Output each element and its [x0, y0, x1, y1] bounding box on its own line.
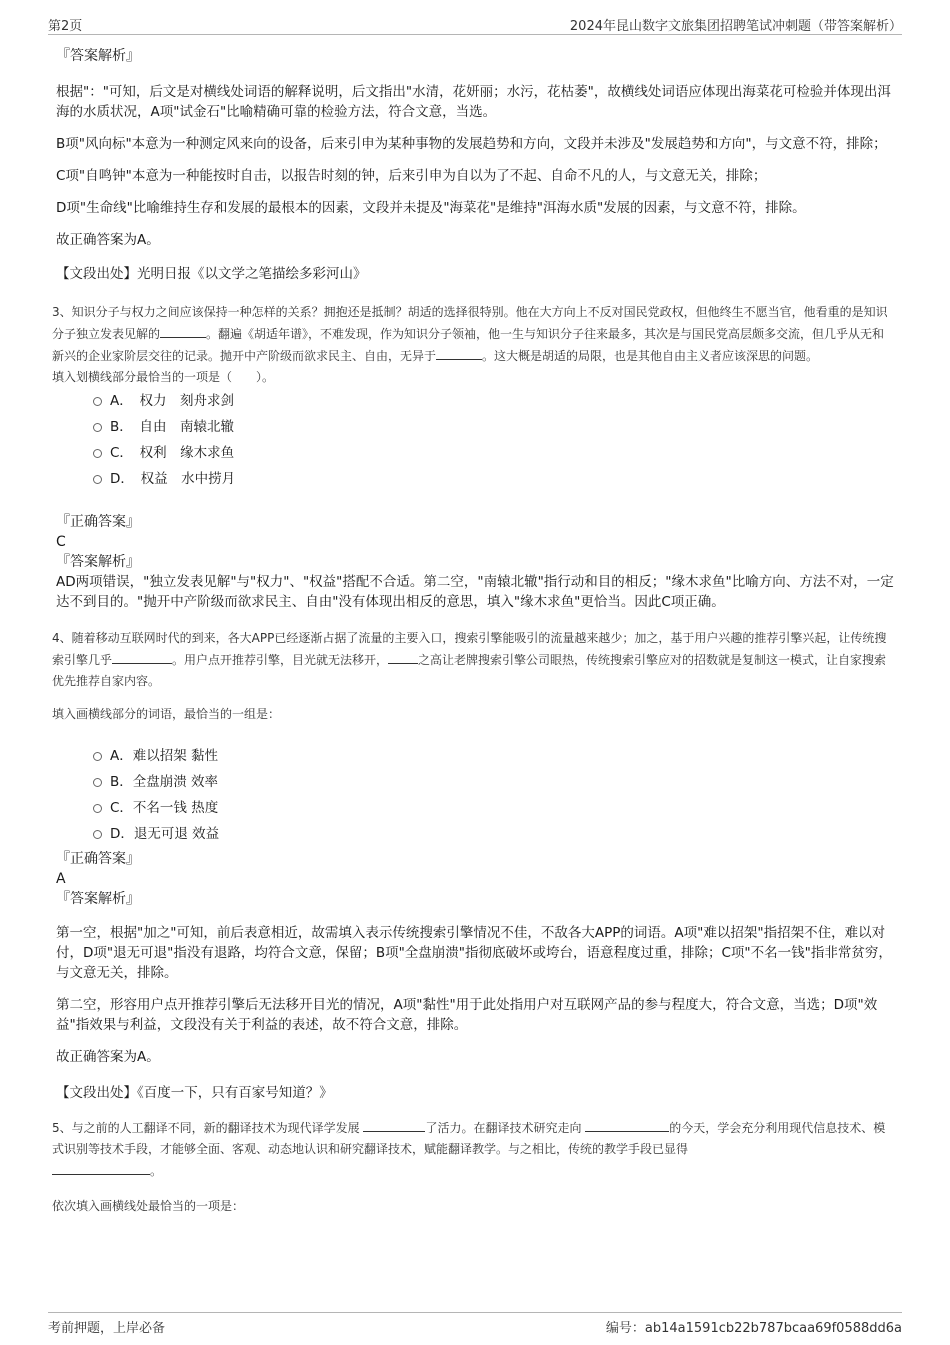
document-title: 2024年昆山数字文旅集团招聘笔试冲刺题（带答案解析）: [569, 19, 902, 34]
q4-option-c[interactable]: [52, 795, 896, 821]
q3-correct-label: 『正确答案』: [56, 514, 140, 530]
q5-prompt: 依次填入画横线处最恰当的一项是：: [52, 1199, 245, 1213]
q4-option-a[interactable]: [52, 743, 896, 769]
q4-correct-label: 『正确答案』: [56, 851, 140, 867]
q4-prompt: 填入画横线部分的词语，最恰当的一组是：: [52, 707, 281, 721]
option-label: A．难以招架 黏性: [110, 748, 219, 764]
code-label: 编号：: [605, 1321, 645, 1336]
q3-options: [52, 388, 896, 492]
page-number: 第2页: [48, 19, 83, 34]
q4-options: [52, 743, 896, 847]
option-label: D． 权益 水中捞月: [110, 471, 236, 487]
question-3: [52, 302, 896, 612]
q2-analysis-p3: C项"自鸣钟"本意为一种能按时自击，以报告时刻的钟，后来引申为自以为了不起、自命不凡的人，与文意无关，排除；: [56, 168, 767, 184]
q3-option-b[interactable]: [52, 414, 896, 440]
question-5: [52, 1117, 896, 1217]
q5-stem-part-3: 的今天，学会充分利用现代信息技术、模式识别等技术手段，才能够全面、客观、动态地认识和研究翻译技术，赋能翻译教学。与之相比，传统的教学手段已显得: [52, 1121, 886, 1156]
q4-stem: [52, 628, 896, 692]
page-footer: [48, 1312, 902, 1337]
q4-option-b[interactable]: [52, 769, 896, 795]
radio-icon[interactable]: [93, 752, 102, 761]
radio-icon[interactable]: [93, 804, 102, 813]
footer-slogan: 考前押题，上岸必备: [48, 1321, 166, 1336]
q4-stem-part-1: 4、随着移动互联网时代的到来，各大APP已经逐渐占据了流量的主要入口，搜索引擎能吸引的流量越来越少；加之，基于用户兴趣的推荐引擎兴起，让传统搜索引擎几乎: [52, 631, 887, 667]
q3-stem-part-2: 。翻遍《胡适年谱》，不难发现，作为知识分子领袖，他一生与知识分子往来最多，其次是与国民党高层颇多交流，但几乎从无和新兴的企业家阶层交往的记录。抛开中产阶级而欲求民主、自由，无异于: [52, 327, 885, 363]
q3-blank-2: [436, 345, 482, 360]
option-label: C．不名一钱 热度: [110, 800, 219, 816]
question-4: [52, 628, 896, 1103]
q2-conclusion: 故正确答案为A。: [56, 232, 160, 248]
option-label: A． 权力 刻舟求剑: [110, 393, 234, 409]
q3-stem-part-3: 。这大概是胡适的局限，也是其他自由主义者应该深思的问题。: [482, 349, 819, 363]
q3-analysis-label: 『答案解析』: [56, 554, 140, 570]
q5-stem: [52, 1117, 896, 1182]
q3-correct-answer: C: [56, 534, 66, 550]
q4-analysis-p2: 第二空，形容用户点开推荐引擎后无法移开目光的情况，A项"黏性"用于此处指用户对互联网产品的参与程度大，符合文意，当选；D项"效益"指效果与利益，文段没有关于利益的表述，故不符合文意，排除。: [56, 997, 878, 1033]
q3-stem-part-1: 3、知识分子与权力之间应该保持一种怎样的关系？拥抱还是抵制？胡适的选择很特别。他在大方向上不反对国民党政权，但他终生不愿当官，他看重的是知识分子独立发表见解的: [52, 305, 888, 341]
q4-stem-part-3: 之高让老牌搜索引擎公司眼热，传统搜索引擎应对的招数就是复制这一模式，让自家搜索优先推荐自家内容。: [52, 653, 887, 688]
q5-stem-part-2: 了活力。在翻译技术研究走向: [425, 1121, 586, 1135]
q4-stem-part-2: 。用户点开推荐引擎，目光就无法移开，: [172, 653, 389, 667]
q4-conclusion: 故正确答案为A。: [56, 1049, 160, 1065]
q4-correct-answer: A: [56, 871, 66, 887]
option-label: C． 权利 缘木求鱼: [110, 445, 235, 461]
radio-icon[interactable]: [93, 778, 102, 787]
q2-analysis-p1: 根据"："可知，后文是对横线处词语的解释说明，后文指出"水清，花妍丽；水污，花枯萎"，故横线处词语应体现出海菜花可检验并体现出洱海的水质状况，A项"试金石"比喻精确可靠的检验方法，符合文意，当选。: [56, 84, 891, 120]
radio-icon[interactable]: [93, 423, 102, 432]
q2-analysis-p4: D项"生命线"比喻维持生存和发展的最根本的因素，文段并未提及"海菜花"是维持"洱海水质"发展的因素，与文意不符，排除。: [56, 200, 806, 216]
q4-blank-1: [112, 649, 172, 664]
option-label: B． 自由 南辕北辙: [110, 419, 235, 435]
radio-icon[interactable]: [93, 475, 102, 484]
q3-prompt: 填入划横线部分最恰当的一项是（ ）。: [52, 370, 275, 384]
option-label: B．全盘崩溃 效率: [110, 774, 219, 790]
q4-blank-2: [388, 649, 418, 664]
q3-option-c[interactable]: [52, 440, 896, 466]
q3-option-d[interactable]: [52, 466, 896, 492]
q2-analysis: [56, 46, 896, 284]
q3-blank-1: [160, 323, 206, 338]
q2-source: 【文段出处】光明日报《以文学之笔描绘多彩河山》: [56, 266, 367, 282]
radio-icon[interactable]: [93, 830, 102, 839]
q5-stem-part-4: 。: [150, 1164, 163, 1178]
page-header: [48, 12, 902, 35]
option-label: D．退无可退 效益: [110, 826, 220, 842]
q4-source: 【文段出处】《百度一下，只有百家号知道？》: [56, 1085, 333, 1101]
code-value: ab14a1591cb22b787bcaa69f0588dd6a: [644, 1321, 902, 1336]
q2-analysis-p2: B项"风向标"本意为一种测定风来向的设备，后来引申为某种事物的发展趋势和方向，文段并未涉及"发展趋势和方向"，与文意不符，排除；: [56, 136, 887, 152]
page-content: [52, 44, 896, 1217]
q2-analysis-label: 『答案解析』: [56, 48, 140, 64]
q5-stem-part-1: 5、与之前的人工翻译不同，新的翻译技术为现代译学发展: [52, 1121, 364, 1135]
q4-analysis-label: 『答案解析』: [56, 891, 140, 907]
footer-code: [606, 1317, 902, 1336]
q3-stem: [52, 302, 896, 367]
q3-analysis: AD两项错误，"独立发表见解"与"权力"、"权益"搭配不合适。第二空，"南辕北辙"指行动和目的相反；"缘木求鱼"比喻方向、方法不对，一定达不到目的。"抛开中产阶级而欲求民主、自由"没有体现出相反的意思，填入"缘木求鱼"更恰当。因此C项正确。: [56, 574, 894, 610]
radio-icon[interactable]: [93, 449, 102, 458]
q4-option-d[interactable]: [52, 821, 896, 847]
q4-analysis-p1: 第一空，根据"加之"可知，前后表意相近，故需填入表示传统搜索引擎情况不佳，不敌各大APP的词语。A项"难以招架"指招架不住，难以对付，D项"退无可退"指没有退路，均符合文意，保留；B项"全盘崩溃"指彻底破坏或垮台，语意程度过重，排除；C项"不名一钱"指非常贫穷，与文意无关，排除。: [56, 925, 892, 981]
q5-blank-1: [363, 1117, 425, 1132]
radio-icon[interactable]: [93, 397, 102, 406]
q3-option-a[interactable]: [52, 388, 896, 414]
q5-blank-3: [52, 1160, 150, 1175]
q5-blank-2: [585, 1117, 669, 1132]
